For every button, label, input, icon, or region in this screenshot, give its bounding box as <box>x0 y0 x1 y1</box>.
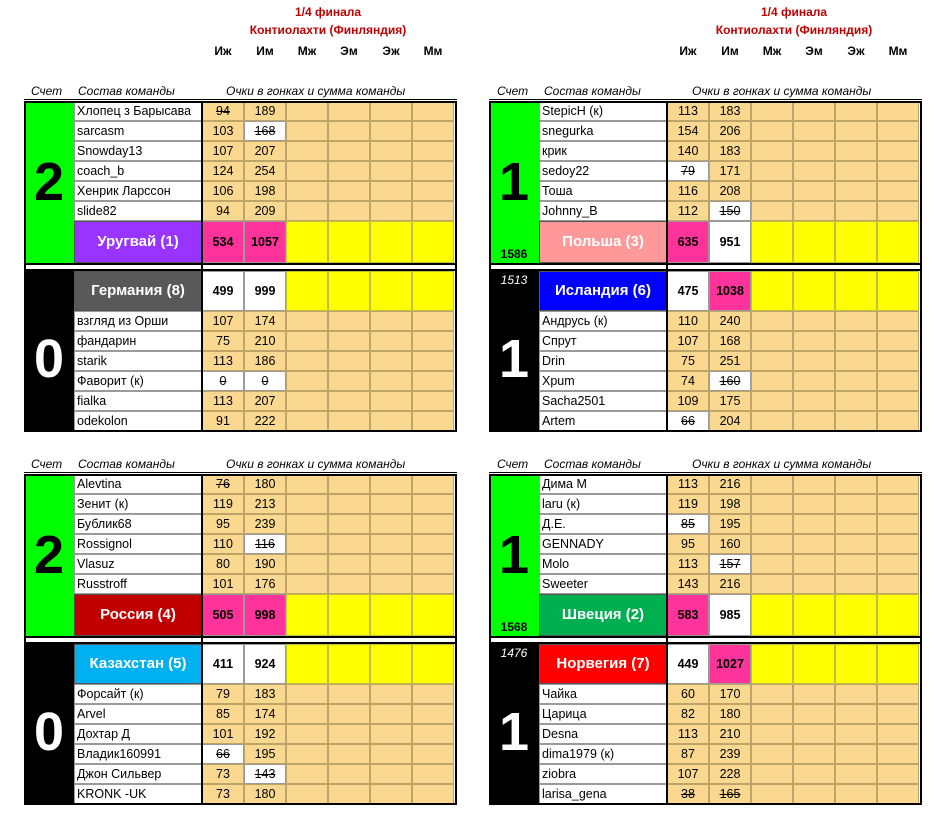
title-right <box>684 3 904 39</box>
player-points: 113 <box>667 474 709 494</box>
player-name: Форсайт (к) <box>74 684 202 704</box>
player-points: 66 <box>202 744 244 764</box>
player-name: Artem <box>539 411 667 431</box>
player-points: 183 <box>709 141 751 161</box>
player-points: 75 <box>202 331 244 351</box>
player-points: 0 <box>202 371 244 391</box>
player-points: 189 <box>244 101 286 121</box>
title-line1: 1/4 финала <box>294 5 362 19</box>
score-header: Счет <box>31 84 63 98</box>
team-header: Состав команды <box>544 84 641 98</box>
race-label: Эм <box>805 44 823 58</box>
player-points: 94 <box>202 101 244 121</box>
player-name: sarcasm <box>74 121 202 141</box>
player-points: 174 <box>244 311 286 331</box>
team-total: 505 <box>202 594 244 636</box>
title-line1: 1/4 финала <box>760 5 828 19</box>
team-total: 985 <box>709 594 751 636</box>
player-points: 80 <box>202 554 244 574</box>
player-points: 79 <box>667 161 709 181</box>
player-name: Vlasuz <box>74 554 202 574</box>
player-points: 76 <box>202 474 244 494</box>
player-name: Чайка <box>539 684 667 704</box>
team-total: 1027 <box>709 644 751 684</box>
team-rating: 1513 <box>500 273 528 287</box>
player-points: 216 <box>709 474 751 494</box>
player-points: 150 <box>709 201 751 221</box>
team-total: 1038 <box>709 271 751 311</box>
player-name: Тоша <box>539 181 667 201</box>
player-points: 94 <box>202 201 244 221</box>
player-points: 119 <box>202 494 244 514</box>
player-points: 208 <box>709 181 751 201</box>
player-name: Бублик68 <box>74 514 202 534</box>
player-points: 38 <box>667 784 709 804</box>
race-label: Эж <box>382 44 400 58</box>
player-points: 207 <box>244 141 286 161</box>
match-block <box>489 101 922 432</box>
player-points: 143 <box>244 764 286 784</box>
team-total: 499 <box>202 271 244 311</box>
player-points: 113 <box>667 101 709 121</box>
player-points: 107 <box>202 141 244 161</box>
player-points: 168 <box>709 331 751 351</box>
player-name: laru (к) <box>539 494 667 514</box>
player-points: 207 <box>244 391 286 411</box>
player-points: 113 <box>667 724 709 744</box>
player-points: 209 <box>244 201 286 221</box>
race-label: Эм <box>340 44 358 58</box>
player-points: 206 <box>709 121 751 141</box>
player-points: 116 <box>244 534 286 554</box>
player-points: 198 <box>709 494 751 514</box>
team-rating: 1476 <box>500 646 528 660</box>
player-points: 186 <box>244 351 286 371</box>
team-total: 998 <box>244 594 286 636</box>
player-name: Джон Сильвер <box>74 764 202 784</box>
race-label: Иж <box>214 44 232 58</box>
player-points: 176 <box>244 574 286 594</box>
player-name: fialka <box>74 391 202 411</box>
player-points: 110 <box>202 534 244 554</box>
score-header: Счет <box>497 84 529 98</box>
player-points: 165 <box>709 784 751 804</box>
player-points: 91 <box>202 411 244 431</box>
player-points: 154 <box>667 121 709 141</box>
team-name: Польша (3) <box>539 221 667 263</box>
player-name: ziobra <box>539 764 667 784</box>
player-name: sedoy22 <box>539 161 667 181</box>
player-points: 157 <box>709 554 751 574</box>
team-total: 534 <box>202 221 244 263</box>
player-name: Владик160991 <box>74 744 202 764</box>
player-points: 183 <box>244 684 286 704</box>
player-name: Дохтар Д <box>74 724 202 744</box>
team-name: Швеция (2) <box>539 594 667 636</box>
player-points: 107 <box>202 311 244 331</box>
player-name: StepicH (к) <box>539 101 667 121</box>
player-points: 79 <box>202 684 244 704</box>
player-name: Спрут <box>539 331 667 351</box>
score-value: 1 <box>498 152 530 212</box>
match-block <box>24 474 457 805</box>
player-points: 101 <box>202 574 244 594</box>
player-points: 66 <box>667 411 709 431</box>
player-name: Хенрик Ларссон <box>74 181 202 201</box>
player-points: 73 <box>202 784 244 804</box>
player-points: 106 <box>202 181 244 201</box>
player-name: Snowday13 <box>74 141 202 161</box>
match-block <box>489 474 922 805</box>
player-name: Russtroff <box>74 574 202 594</box>
title-left <box>218 3 438 39</box>
score-value: 2 <box>33 152 65 212</box>
score-value: 1 <box>498 525 530 585</box>
player-points: 116 <box>667 181 709 201</box>
team-name: Уругвай (1) <box>74 221 202 263</box>
player-points: 175 <box>709 391 751 411</box>
team-name: Норвегия (7) <box>539 644 667 684</box>
score-value: 1 <box>498 329 530 389</box>
team-total: 1057 <box>244 221 286 263</box>
player-name: Sweeter <box>539 574 667 594</box>
player-name: Дима М <box>539 474 667 494</box>
player-name: dima1979 (к) <box>539 744 667 764</box>
player-points: 239 <box>709 744 751 764</box>
player-points: 239 <box>244 514 286 534</box>
player-points: 73 <box>202 764 244 784</box>
player-points: 213 <box>244 494 286 514</box>
player-points: 85 <box>202 704 244 724</box>
player-points: 180 <box>244 784 286 804</box>
block-border <box>24 101 457 432</box>
team-header: Состав команды <box>78 84 175 98</box>
player-points: 109 <box>667 391 709 411</box>
player-points: 168 <box>244 121 286 141</box>
player-points: 143 <box>667 574 709 594</box>
team-total: 999 <box>244 271 286 311</box>
player-points: 95 <box>202 514 244 534</box>
player-name: Arvel <box>74 704 202 724</box>
player-name: slide82 <box>74 201 202 221</box>
player-points: 204 <box>709 411 751 431</box>
team-name: Германия (8) <box>74 271 202 311</box>
race-label: Мж <box>762 44 782 58</box>
race-label: Эж <box>847 44 865 58</box>
player-name: larisa_gena <box>539 784 667 804</box>
points-header: Очки в гонках и сумма команды <box>226 457 406 471</box>
player-points: 124 <box>202 161 244 181</box>
player-points: 190 <box>244 554 286 574</box>
player-points: 170 <box>709 684 751 704</box>
player-name: крик <box>539 141 667 161</box>
player-name: Desna <box>539 724 667 744</box>
team-total: 475 <box>667 271 709 311</box>
player-name: Molo <box>539 554 667 574</box>
player-points: 75 <box>667 351 709 371</box>
player-name: Андрусь (к) <box>539 311 667 331</box>
player-points: 107 <box>667 764 709 784</box>
player-name: Sacha2501 <box>539 391 667 411</box>
player-points: 228 <box>709 764 751 784</box>
player-points: 216 <box>709 574 751 594</box>
team-rating: 1568 <box>500 620 528 634</box>
player-points: 222 <box>244 411 286 431</box>
player-name: GENNADY <box>539 534 667 554</box>
race-label: Мм <box>888 44 908 58</box>
team-total: 449 <box>667 644 709 684</box>
player-points: 110 <box>667 311 709 331</box>
team-rating: 1586 <box>500 247 528 261</box>
player-name: Зенит (к) <box>74 494 202 514</box>
player-name: Drin <box>539 351 667 371</box>
title-line2: Контиолахти (Финляндия) <box>715 23 873 37</box>
team-name: Россия (4) <box>74 594 202 636</box>
race-label: Иж <box>679 44 697 58</box>
team-total: 924 <box>244 644 286 684</box>
score-value: 0 <box>33 702 65 762</box>
player-points: 103 <box>202 121 244 141</box>
player-name: snegurka <box>539 121 667 141</box>
player-name: Alevtina <box>74 474 202 494</box>
points-header: Очки в гонках и сумма команды <box>692 457 872 471</box>
player-name: взгляд из Орши <box>74 311 202 331</box>
player-points: 74 <box>667 371 709 391</box>
player-points: 160 <box>709 534 751 554</box>
player-points: 113 <box>202 351 244 371</box>
team-total: 951 <box>709 221 751 263</box>
player-points: 198 <box>244 181 286 201</box>
block-border <box>489 101 922 432</box>
player-points: 107 <box>667 331 709 351</box>
player-points: 101 <box>202 724 244 744</box>
player-points: 87 <box>667 744 709 764</box>
player-name: Царица <box>539 704 667 724</box>
player-points: 195 <box>244 744 286 764</box>
player-name: coach_b <box>74 161 202 181</box>
team-total: 583 <box>667 594 709 636</box>
score-header: Счет <box>31 457 63 471</box>
race-label: Мм <box>423 44 443 58</box>
player-points: 251 <box>709 351 751 371</box>
block-border <box>489 474 922 805</box>
player-points: 112 <box>667 201 709 221</box>
player-points: 195 <box>709 514 751 534</box>
player-points: 240 <box>709 311 751 331</box>
race-label: Мж <box>297 44 317 58</box>
team-name: Исландия (6) <box>539 271 667 311</box>
player-points: 254 <box>244 161 286 181</box>
player-points: 113 <box>667 554 709 574</box>
player-name: фандарин <box>74 331 202 351</box>
player-points: 119 <box>667 494 709 514</box>
player-points: 95 <box>667 534 709 554</box>
player-points: 82 <box>667 704 709 724</box>
team-header: Состав команды <box>544 457 641 471</box>
player-name: Фаворит (к) <box>74 371 202 391</box>
score-value: 1 <box>498 702 530 762</box>
points-header: Очки в гонках и сумма команды <box>692 84 872 98</box>
points-header: Очки в гонках и сумма команды <box>226 84 406 98</box>
player-points: 171 <box>709 161 751 181</box>
player-points: 60 <box>667 684 709 704</box>
title-line2: Контиолахти (Финляндия) <box>249 23 407 37</box>
score-header: Счет <box>497 457 529 471</box>
player-points: 180 <box>244 474 286 494</box>
team-name: Казахстан (5) <box>74 644 202 684</box>
player-points: 183 <box>709 101 751 121</box>
player-points: 180 <box>709 704 751 724</box>
score-value: 0 <box>33 329 65 389</box>
player-points: 174 <box>244 704 286 724</box>
player-points: 210 <box>244 331 286 351</box>
player-points: 192 <box>244 724 286 744</box>
race-label: Им <box>721 44 739 58</box>
player-points: 85 <box>667 514 709 534</box>
block-border <box>24 474 457 805</box>
race-label: Им <box>256 44 274 58</box>
match-block <box>24 101 457 432</box>
player-name: odekolon <box>74 411 202 431</box>
score-value: 2 <box>33 525 65 585</box>
player-name: Rossignol <box>74 534 202 554</box>
player-name: KRONK -UK <box>74 784 202 804</box>
player-name: Хлопец з Барысава <box>74 101 202 121</box>
player-points: 140 <box>667 141 709 161</box>
team-total: 635 <box>667 221 709 263</box>
player-name: Johnny_B <box>539 201 667 221</box>
player-points: 113 <box>202 391 244 411</box>
player-name: Xpum <box>539 371 667 391</box>
team-total: 411 <box>202 644 244 684</box>
player-points: 0 <box>244 371 286 391</box>
player-points: 160 <box>709 371 751 391</box>
player-name: starik <box>74 351 202 371</box>
player-name: Д.Е. <box>539 514 667 534</box>
team-header: Состав команды <box>78 457 175 471</box>
player-points: 210 <box>709 724 751 744</box>
